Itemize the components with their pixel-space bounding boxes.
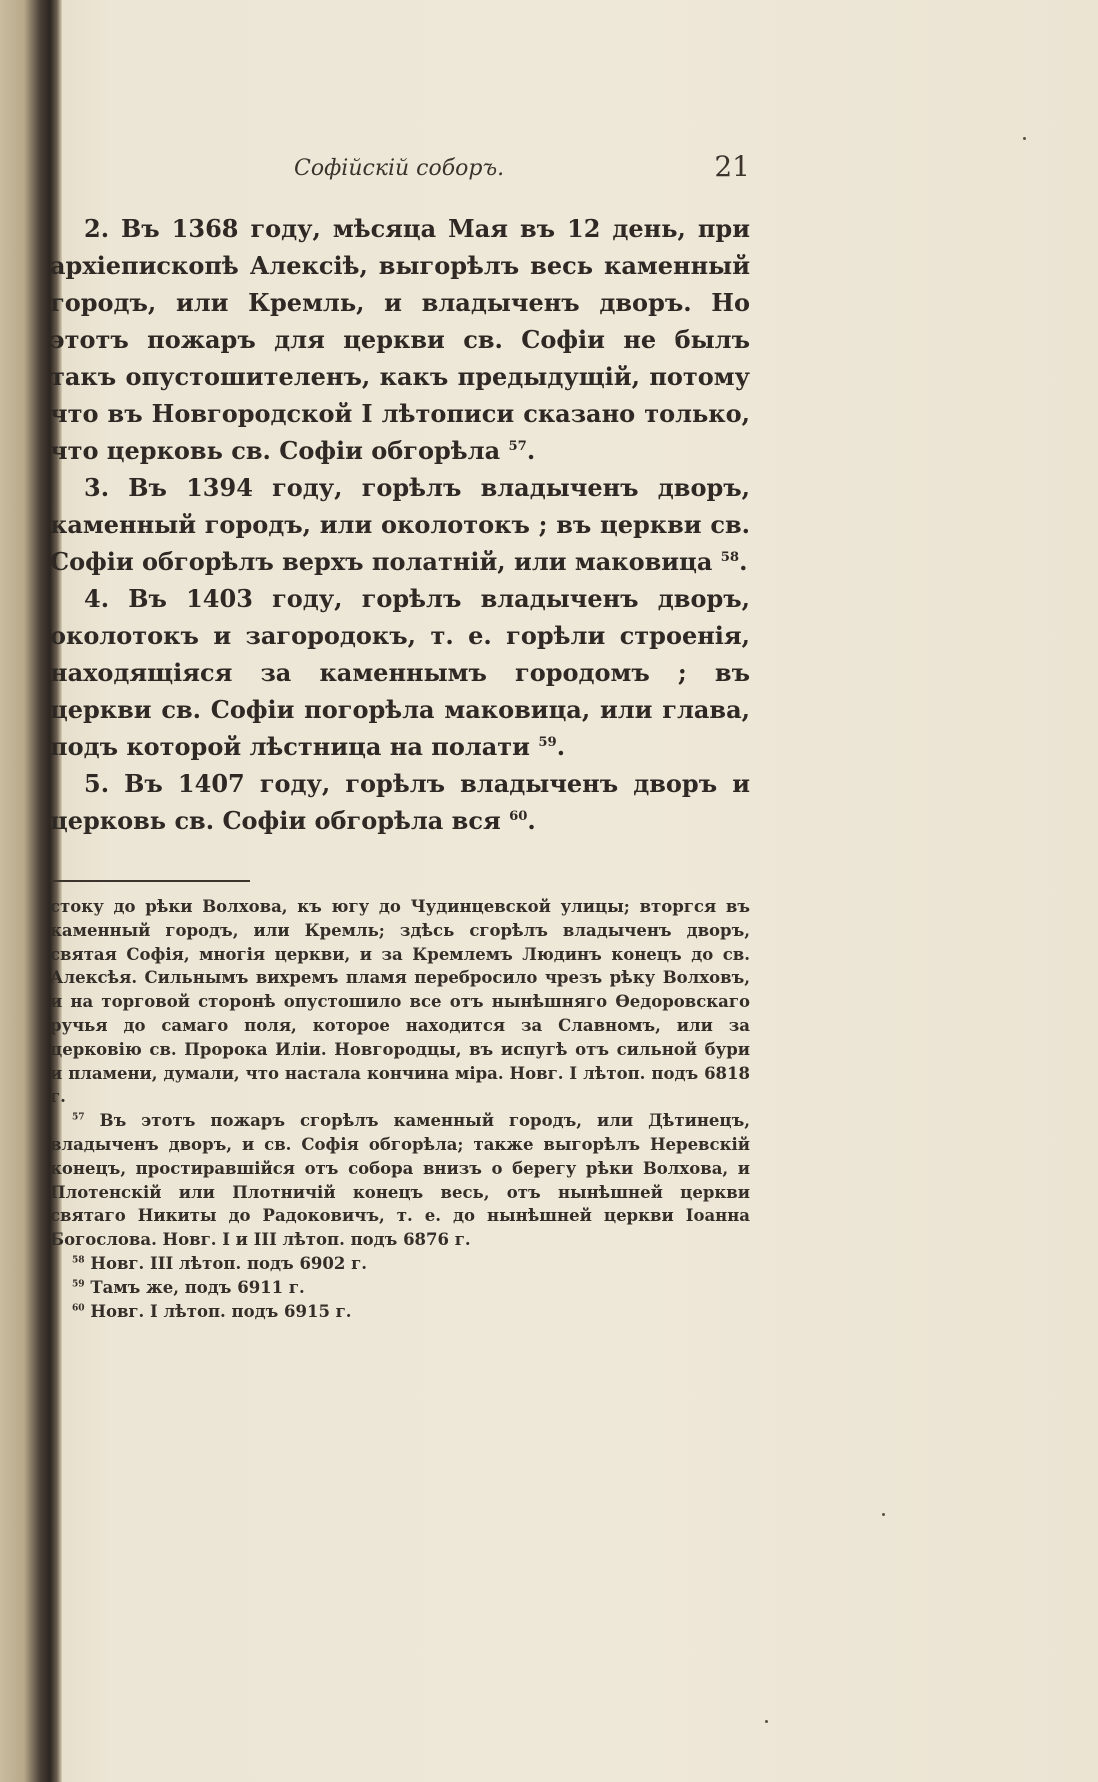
main-text (50, 210, 750, 839)
footnote-continuation: стоку до рѣки Волхова, къ югу до Чудинцевской улицы; вторгся въ каменный городъ, или Кремль; здѣсь сгорѣлъ владыченъ дворъ, святая Софія, многія церкви, и за Кремлемъ Людинъ конецъ до св. Алексѣя. Сильнымъ вихремъ пламя перебросило чрезъ рѣку Волховъ, и на торговой сторонѣ опустошило все отъ нынѣшняго Ѳедоровскаго ручья до самаго поля, которое находится за Славномъ, или за церковію св. Пророка Иліи. Новгородцы, въ испугѣ отъ сильной бури и пламени, думали, что настала кончина міра. Новг. I лѣтоп. подъ 6818 г. (50, 897, 750, 1107)
footnote: $^{58}$ Новг. III лѣтоп. подъ 6902 г. (72, 1253, 367, 1273)
running-title: Софійскій соборъ. (294, 156, 505, 181)
footnote: $^{57}$ Въ этотъ пожаръ сгорѣлъ каменный городъ, или Дѣтинецъ, владыченъ дворъ, и св. Софія обгорѣла; также выгорѣлъ Неревскій конецъ, простиравшійся отъ собора внизъ о берегу рѣки Волхова, и Плотенскій или Плотничій конецъ весь, отъ нынѣшней церкви святаго Никиты до Радоковичъ, т. е. до нынѣшней церкви Іоанна Богослова. Новг. I и III лѣтоп. подъ 6876 г. (50, 1111, 750, 1250)
paragraph: 3. Въ 1394 году, горѣлъ владыченъ дворъ, каменный городъ, или околотокъ ; въ церкви св. Софіи обгорѣлъ верхъ полатній, или маковица $^{58}$. (50, 473, 750, 576)
page-header (290, 150, 750, 190)
footnote-divider (50, 880, 250, 882)
paragraph: 2. Въ 1368 году, мѣсяца Мая въ 12 день, при архіепископѣ Алексіѣ, выгорѣлъ весь каменный городъ, или Кремль, и владыченъ дворъ. Но этотъ пожаръ для церкви св. Софіи не былъ такъ опустошителенъ, какъ предыдущій, потому что въ Новгородской I лѣтописи сказано только, что церковь св. Софіи обгорѣла $^{57}$. (50, 214, 750, 465)
footnote-ref: 58 (720, 550, 740, 565)
footnote-ref: 59 (538, 735, 557, 750)
page-number: 21 (714, 150, 750, 183)
footnote: $^{59}$ Тамъ же, подъ 6911 г. (72, 1277, 305, 1297)
paper-speck (1023, 137, 1026, 140)
footnotes (50, 895, 750, 1323)
paragraph: 5. Въ 1407 году, горѣлъ владыченъ дворъ и церковь св. Софіи обгорѣла вся $^{60}$. (50, 769, 750, 835)
paragraph: 4. Въ 1403 году, горѣлъ владыченъ дворъ, околотокъ и загородокъ, т. е. горѣли строенія, находящіяся за каменнымъ городомъ ; въ церкви св. Софіи погорѣла маковица, или глава, подъ которой лѣстница на полати $^{59}$. (50, 584, 750, 761)
footnote: $^{60}$ Новг. I лѣтоп. подъ 6915 г. (72, 1301, 352, 1321)
footnote-number: 57 (72, 1111, 85, 1123)
paper-speck (765, 1720, 768, 1723)
footnote-ref: 57 (508, 439, 527, 454)
paper-speck (882, 1513, 885, 1516)
footnote-number: 58 (72, 1254, 85, 1266)
footnote-ref: 60 (509, 809, 528, 824)
footnote-number: 60 (72, 1302, 85, 1314)
footnote-number: 59 (72, 1278, 85, 1290)
